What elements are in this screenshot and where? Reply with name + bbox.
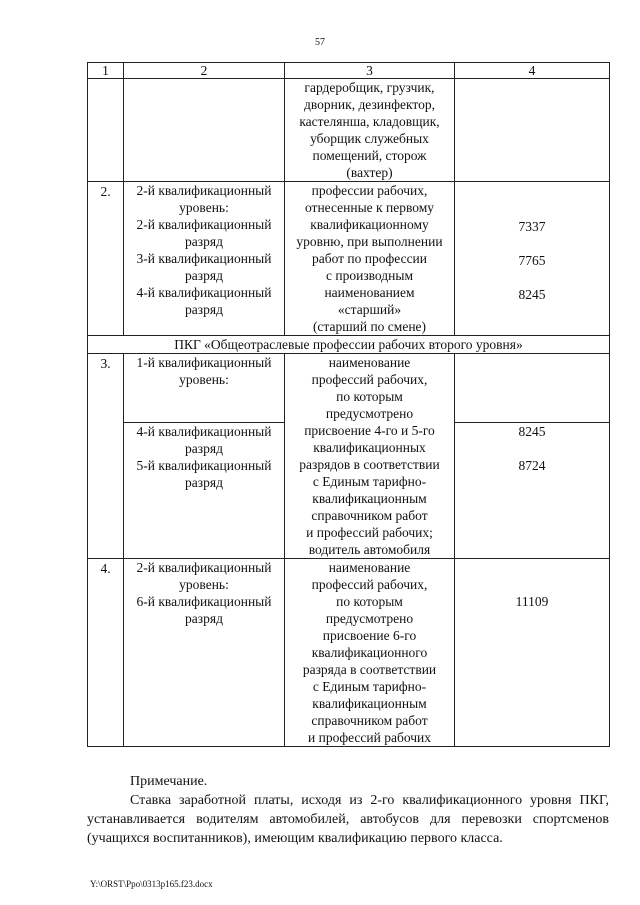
profession-line: квалификационным — [312, 491, 427, 506]
level-line: разряд — [185, 302, 223, 317]
profession-line: (старший по смене) — [312, 319, 427, 334]
row-number — [88, 79, 124, 182]
profession-line: профессии рабочих, — [311, 183, 428, 198]
profession-line: работ по профессии — [311, 251, 428, 266]
profession-line: уборщик служебных — [310, 131, 429, 146]
profession-list — [285, 354, 455, 559]
file-path-footer: Y:\ORST\Ppo\0313p165.f23.docx — [90, 879, 213, 889]
level-line: 4-й квалификационный — [136, 423, 272, 439]
header-col-4: 4 — [455, 63, 610, 79]
qualification-level — [124, 422, 285, 558]
level-line: 2-й квалификационный — [136, 217, 272, 232]
profession-line: гардеробщик, грузчик, — [304, 80, 435, 95]
profession-line: и профессий рабочих — [308, 730, 431, 745]
profession-line: предусмотрено — [325, 406, 414, 421]
profession-list — [285, 182, 455, 336]
salary-cell — [455, 182, 610, 336]
level-line: разряд — [185, 611, 223, 626]
level-line: 2-й квалификационный — [136, 183, 272, 198]
profession-line: наименованием — [324, 285, 415, 300]
profession-line: справочником работ — [311, 508, 428, 523]
header-col-3: 3 — [285, 63, 455, 79]
profession-line: и профессий рабочих; — [306, 525, 433, 540]
salary-value: 8245 — [518, 423, 546, 439]
salary-value: 7765 — [518, 253, 546, 268]
page-number: 57 — [315, 37, 325, 48]
level-line: разряд — [185, 474, 223, 490]
profession-line: справочником работ — [311, 713, 428, 728]
qualification-level — [124, 79, 285, 182]
profession-line: кастелянша, кладовщик, — [299, 114, 440, 129]
row-number: 3. — [88, 354, 124, 559]
table-row — [88, 182, 610, 336]
table-row — [88, 354, 610, 423]
level-line: 2-й квалификационный — [136, 560, 272, 575]
level-line: уровень: — [179, 577, 229, 592]
profession-line: дворник, дезинфектор, — [304, 97, 435, 112]
profession-line: (вахтер) — [346, 165, 393, 180]
header-col-1: 1 — [88, 63, 124, 79]
profession-line: присвоение 4-го и 5-го — [304, 423, 435, 438]
note-text: Ставка заработной платы, исходя из 2-го квалификационного уровня ПКГ, устанавливается водителям автомобилей, автобусов для перевозки спортсменов (учащихся воспитанников), имеющим квалификацию первого класса. — [87, 793, 609, 846]
profession-line: профессий рабочих, — [311, 577, 428, 592]
group-title: ПКГ «Общеотраслевые профессии рабочих второго уровня» — [88, 336, 610, 354]
level-line: 3-й квалификационный — [136, 251, 272, 266]
profession-line: помещений, сторож — [312, 148, 427, 163]
group-title-row — [88, 336, 610, 354]
level-line: 4-й квалификационный — [136, 285, 272, 300]
profession-line: с Единым тарифно- — [312, 474, 427, 489]
salary-value: 8245 — [518, 287, 546, 302]
profession-line: наименование — [328, 560, 411, 575]
profession-line: по которым — [336, 389, 403, 404]
profession-list — [285, 559, 455, 747]
qualification-level — [124, 559, 285, 747]
profession-line: разрядов в соответствии — [299, 457, 440, 472]
profession-line: с Единым тарифно- — [312, 679, 427, 694]
level-line: уровень: — [179, 200, 229, 215]
salary-cell — [455, 559, 610, 747]
qualification-level — [124, 182, 285, 336]
profession-line: профессий рабочих, — [311, 372, 428, 387]
profession-line: присвоение 6-го — [322, 628, 417, 643]
salary-cell — [455, 354, 610, 423]
profession-line: предусмотрено — [325, 611, 414, 626]
profession-list — [285, 79, 455, 182]
level-line: 5-й квалификационный — [136, 457, 272, 473]
qualification-level — [124, 354, 285, 423]
profession-line: квалификационному — [310, 217, 429, 232]
level-line: разряд — [185, 268, 223, 283]
salary-table — [87, 62, 610, 747]
level-line: разряд — [185, 234, 223, 249]
profession-line: по которым — [336, 594, 403, 609]
row-number: 2. — [88, 182, 124, 336]
level-line: 1-й квалификационный — [136, 355, 272, 370]
salary-value: 11109 — [515, 594, 549, 609]
table-row — [88, 79, 610, 182]
salary-value: 7337 — [518, 219, 546, 234]
profession-line: разряда в соответствии — [302, 662, 437, 677]
profession-line: с производным — [326, 268, 413, 283]
profession-line: квалификационных — [313, 440, 426, 455]
profession-line: уровню, при выполнении — [296, 234, 443, 249]
salary-value: 8724 — [518, 457, 546, 473]
table-header-row — [88, 63, 610, 79]
profession-line: «старший» — [337, 302, 402, 317]
profession-line: наименование — [328, 355, 411, 370]
table-row — [88, 559, 610, 747]
salary-cell — [455, 79, 610, 182]
note-title: Примечание. — [130, 774, 208, 789]
profession-line: отнесенные к первому — [304, 200, 435, 215]
header-col-2: 2 — [124, 63, 285, 79]
profession-line: квалификационного — [311, 645, 428, 660]
profession-line: водитель автомобиля — [308, 542, 431, 557]
level-line: 6-й квалификационный — [136, 594, 272, 609]
salary-cell — [455, 422, 610, 558]
row-number: 4. — [88, 559, 124, 747]
level-line: уровень: — [179, 372, 229, 387]
profession-line: квалификационным — [312, 696, 427, 711]
level-line: разряд — [185, 440, 223, 456]
